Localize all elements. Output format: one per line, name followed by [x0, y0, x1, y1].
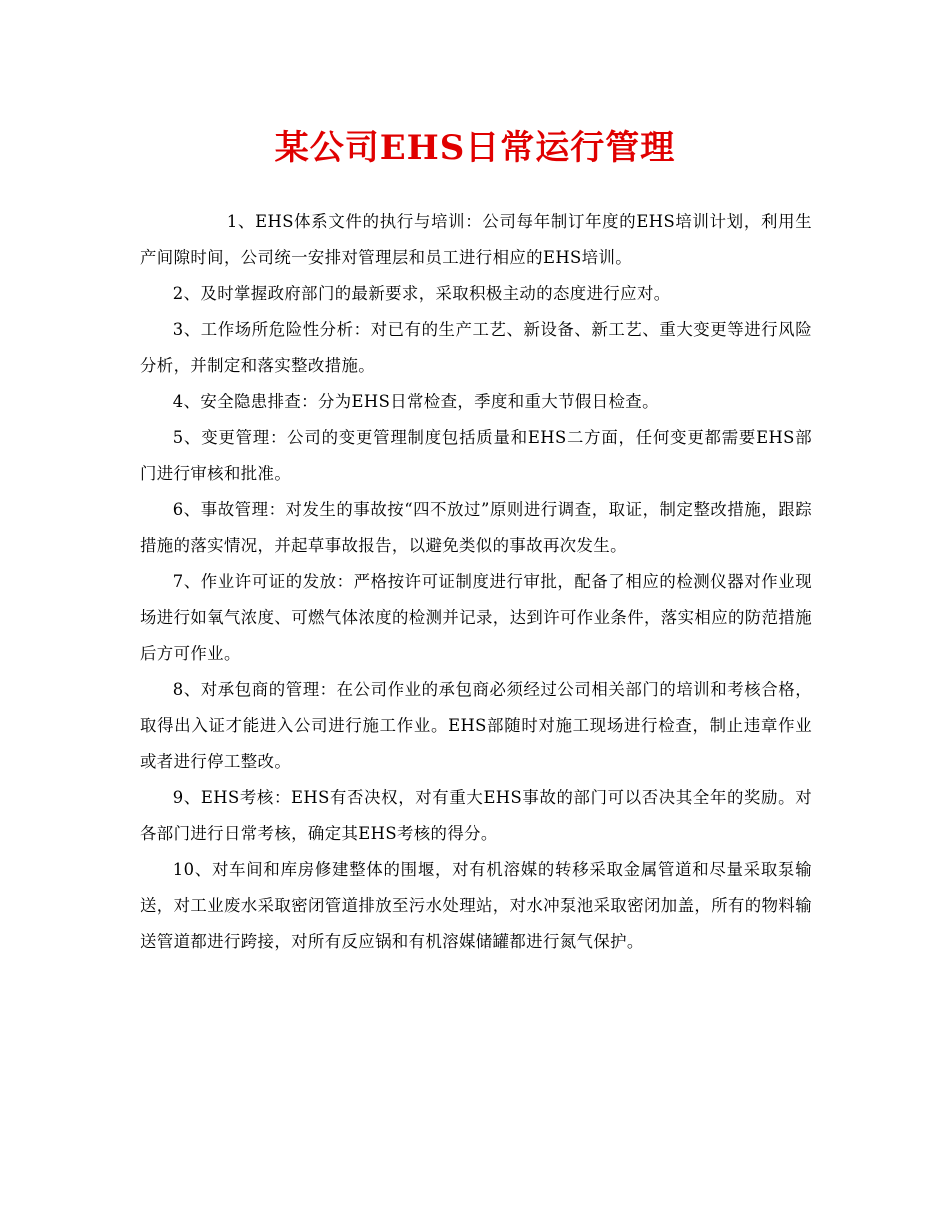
paragraph-4: 4、安全隐患排查：分为EHS日常检查，季度和重大节假日检查。: [172, 392, 659, 411]
paragraph-2: 2、及时掌握政府部门的最新要求，采取积极主动的态度进行应对。: [172, 284, 671, 303]
paragraph-9: 9、EHS考核：EHS有否决权，对有重大EHS事故的部门可以否决其全年的奖励。对各部门进行日常考核，确定其EHS考核的得分。: [140, 788, 812, 843]
paragraph-10: 10、对车间和库房修建整体的围堰，对有机溶媒的转移采取金属管道和尽量采取泵输送，对工业废水采取密闭管道排放至污水处理站，对水冲泵池采取密闭加盖，所有的物料输送管道都进行跨接，对所有反应锅和有机溶媒储罐都进行氮气保护。: [140, 860, 812, 951]
paragraph-6: 6、事故管理：对发生的事故按“四不放过”原则进行调查，取证，制定整改措施，跟踪措施的落实情况，并起草事故报告，以避免类似的事故再次发生。: [140, 500, 812, 555]
paragraph-5: 5、变更管理：公司的变更管理制度包括质量和EHS二方面，任何变更都需要EHS部门进行审核和批准。: [140, 428, 812, 483]
document-body: [140, 204, 812, 960]
paragraph-7: 7、作业许可证的发放：严格按许可证制度进行审批，配备了相应的检测仪器对作业现场进行如氧气浓度、可燃气体浓度的检测并记录，达到许可作业条件，落实相应的防范措施后方可作业。: [140, 572, 812, 663]
paragraph-8: 8、对承包商的管理：在公司作业的承包商必须经过公司相关部门的培训和考核合格，取得出入证才能进入公司进行施工作业。EHS部随时对施工现场进行检查，制止违章作业或者进行停工整改。: [140, 680, 812, 771]
paragraph-1: 1、EHS体系文件的执行与培训：公司每年制订年度的EHS培训计划，利用生产间隙时间，公司统一安排对管理层和员工进行相应的EHS培训。: [140, 212, 812, 267]
document-title: 某公司EHS日常运行管理: [274, 128, 676, 168]
paragraph-3: 3、工作场所危险性分析：对已有的生产工艺、新设备、新工艺、重大变更等进行风险分析，并制定和落实整改措施。: [140, 320, 812, 375]
